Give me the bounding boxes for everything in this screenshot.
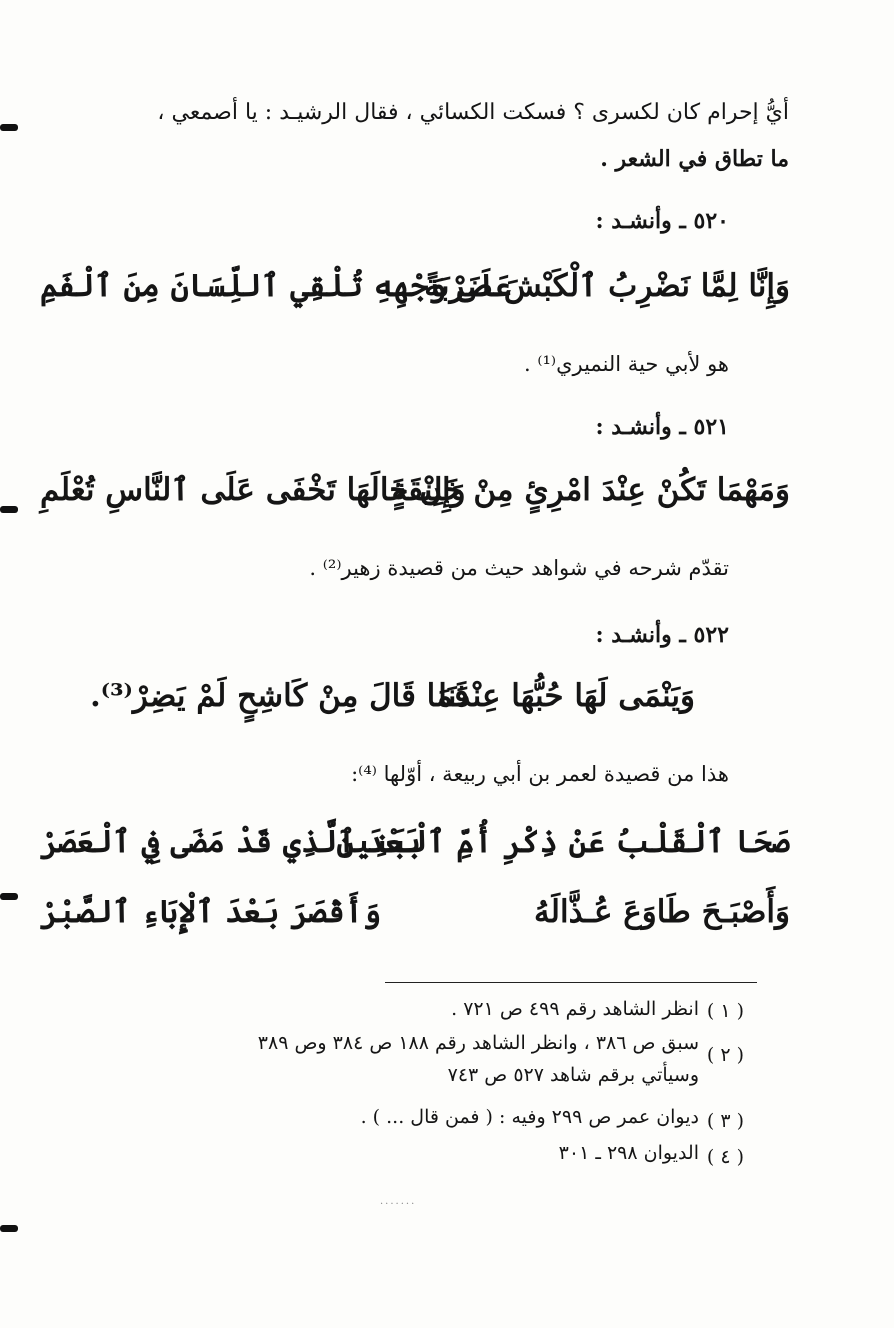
- scan-edge-mark: [0, 124, 18, 131]
- verse-521: [40, 472, 790, 528]
- verse-first-hemistich: وَمَهْمَا تَكُنْ عِنْدَ امْرِئٍ مِنْ خَلِيقَةٍ: [391, 472, 790, 508]
- verse-first-hemistich: وَإِنَّا لِمَّا نَضْرِبُ ٱلْكَبْشَ ضَرْبَةً: [424, 268, 790, 304]
- footnote-number: ( ١ ): [706, 1000, 744, 1022]
- footnote-2: سبق ص ٣٨٦ ، وانظر الشاهد رقم ١٨٨ ص ٣٨٤ وص ٣٨٩: [257, 1032, 699, 1054]
- footnote-divider: [385, 982, 757, 983]
- verse-first-hemistich: وَأَصْبَـحَ طَاوَعَ عُـذَّالَهُ: [533, 894, 790, 930]
- verse-second-hemistich: وَإِنْ خَالَهَا تَخْفَى عَلَى ٱلنَّاسِ تُعْلَمِ: [40, 472, 466, 508]
- entry-note-522: هذا من قصيدة لعمر بن أبي ربيعة ، أوّلها ⁽⁴⁾:: [351, 762, 729, 786]
- verse-second-hemistich: بَعْدَ ٱلَّذِي قَدْ مَضَى فِي ٱلْعَصَرْ: [40, 824, 421, 860]
- intro-line-1: أيُّ إحرام كان لكسرى ؟ فسكت الكسائي ، فقال الرشيـد : يا أصمعي ،: [157, 100, 789, 125]
- entry-note-520: هو لأبي حية النميري⁽¹⁾ .: [523, 352, 729, 376]
- verse-second-hemistich: وَأَقْصَرَ بَعْدَ ٱلْإِبَاءِ ٱلصَّبْرْ: [40, 894, 382, 930]
- intro-line-2: ما تطاق في الشعر .: [600, 146, 789, 172]
- footnote-number: ( ٤ ): [706, 1146, 744, 1168]
- footnote-number: ( ٣ ): [706, 1110, 744, 1132]
- intro-paragraph: [89, 90, 789, 182]
- verse-520: [40, 268, 790, 324]
- footnote-number: ( ٢ ): [706, 1044, 744, 1066]
- footnote-4: الديوان ٢٩٨ ـ ٣٠١: [558, 1142, 699, 1164]
- scan-edge-mark: [0, 893, 18, 900]
- entry-heading-521: ٥٢١ ـ وأنشـد :: [595, 414, 729, 440]
- entry-heading-520: ٥٢٠ ـ وأنشـد :: [595, 208, 729, 234]
- scan-edge-mark: [0, 506, 18, 513]
- entry-heading-522: ٥٢٢ ـ وأنشـد :: [595, 622, 729, 648]
- footnote-1: انظر الشاهد رقم ٤٩٩ ص ٧٢١ .: [451, 998, 699, 1020]
- verse-second-hemistich: فَمَا قَالَ مِنْ كَاشِحٍ لَمْ يَضِرْ⁽³⁾.: [90, 678, 469, 714]
- verse-first-hemistich: وَيَنْمَى لَهَا حُبُّهَا عِنْدَنَا: [438, 678, 695, 714]
- scan-speckles: .......: [380, 1196, 417, 1207]
- verse-522: [40, 678, 790, 734]
- verse-first-hemistich: صَحَا ٱلْقَلْبُ عَنْ ذِكْرِ أُمِّ ٱلْبَنِينِ: [336, 824, 790, 860]
- scan-edge-mark: [0, 1225, 18, 1232]
- entry-note-521: تقدّم شرحه في شواهد حيث من قصيدة زهير⁽²⁾ .: [309, 556, 729, 580]
- verse-second-hemistich: عَلَى وَجْهِهِ تُلْقِي ٱللِّسَانَ مِنَ ٱلْفَمِ: [40, 268, 512, 304]
- footnote-2-continued: وسيأتي برقم شاهد ٥٢٧ ص ٧٤٣: [447, 1064, 699, 1086]
- footnote-3: ديوان عمر ص ٢٩٩ وفيه : ( فمن قال ... ) .: [360, 1106, 699, 1128]
- poem-verse-1: [40, 824, 790, 880]
- poem-verse-2: [40, 894, 790, 950]
